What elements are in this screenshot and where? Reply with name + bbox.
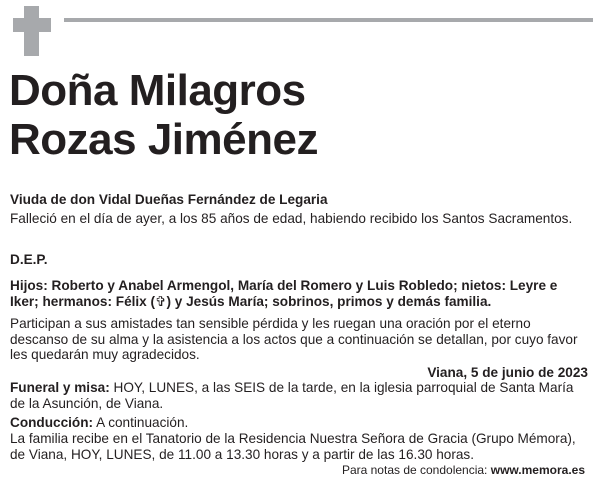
condolence-footer [342, 463, 585, 477]
name-line-2: Rozas Jiménez [9, 115, 318, 164]
death-notice: Falleció en el día de ayer, a los 85 años de edad, habiendo recibido los Santos Sacramentos. [10, 211, 573, 226]
family-text-part-2: ) y Jesús María; sobrinos, primos y demás familia. [166, 293, 492, 309]
family-text-part-1: Hijos: Roberto y Anabel Armengol, María del Romero y Luis Robledo; nietos: Leyre e Iker; hermanos: Félix ( [10, 278, 558, 309]
header-rule [64, 18, 593, 22]
deceased-cross-icon: ✞ [155, 293, 167, 309]
reception-text: La familia recibe en el Tanatorio de la Residencia Nuestra Señora de Gracia (Grupo Mémora), de Viana, HOY, LUNES, de 11.00 a 13.30 horas y a partir de las 16.30 horas. [10, 431, 576, 462]
request-text: Participan a sus amistades tan sensible pérdida y les ruegan una oración por el eterno descanso de su alma y la asistencia a los actos que a continuación se detallan, por cuyo favor les quedarán muy agradecidos. [10, 316, 578, 363]
funeral-text: HOY, LUNES, a las SEIS de la tarde, en la iglesia parroquial de Santa María de la Asunción, de Viana. [10, 380, 574, 411]
footer-label: Para notas de condolencia: [341, 463, 491, 477]
burial-label: Conducción: [10, 415, 94, 430]
name-line-1: Doña Milagros [9, 66, 306, 115]
dep-text: D.E.P. [10, 252, 48, 267]
footer-website-link[interactable]: www.memora.es [490, 463, 585, 477]
widow-line: Viuda de don Vidal Dueñas Fernández de Legaria [10, 192, 328, 207]
burial-details [10, 415, 588, 431]
burial-text: A continuación. [93, 415, 189, 430]
funeral-details [10, 380, 588, 411]
funeral-label: Funeral y misa: [10, 380, 110, 395]
deceased-name [9, 66, 318, 164]
place-date: Viana, 5 de junio de 2023 [427, 365, 588, 380]
latin-cross-icon [13, 6, 51, 56]
family-list [10, 278, 588, 309]
